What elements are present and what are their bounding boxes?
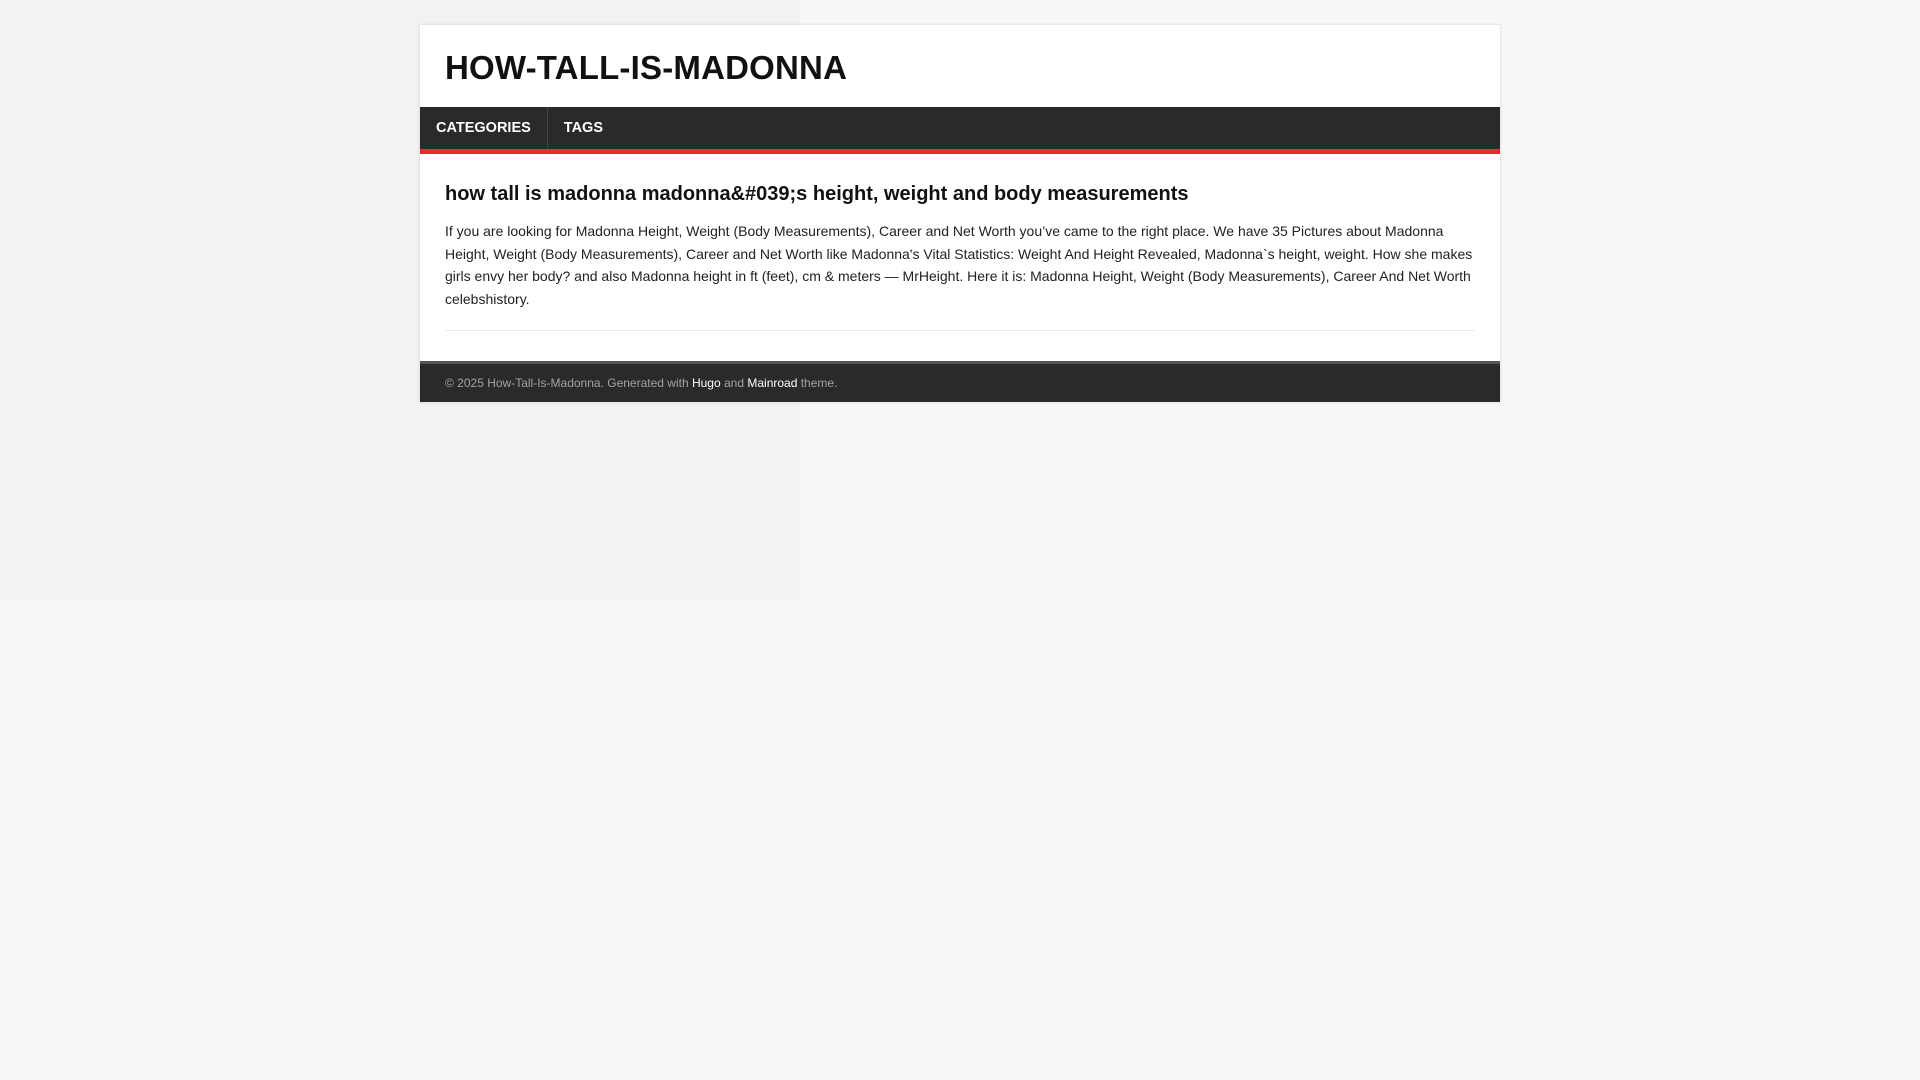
site-title-link[interactable]: HOW-TALL-IS-MADONNA — [445, 49, 848, 86]
footer-theme-text: theme. — [797, 376, 838, 390]
post-summary: If you are looking for Madonna Height, Weight (Body Measurements), Career and Net Worth you’ve came to the right place. We have 35 Pictures about Madonna Height, Weight (Body Measurements), Career and Net Worth like Madonna's Vital Statistics: Weight And Height Revealed, Madonna`s height, weight. How she makes girls envy her body? and also Madonna height in ft (feet), cm & meters — MrHeight. Here it is: Madonna Height, Weight (Body Measurements), Career And Net Worth celebshistory. — [445, 220, 1475, 331]
menu-item-tags[interactable]: TAGS — [563, 120, 603, 136]
footer-copyright: © 2025 How-Tall-Is-Madonna. Generated with — [445, 376, 692, 390]
post-entry — [445, 180, 1475, 331]
main-menu — [420, 107, 1500, 154]
main-content — [420, 154, 1500, 361]
footer-and-text: and — [720, 376, 748, 390]
post-title-link[interactable]: how tall is madonna ⁠madonna⁠&#039;s height, weight and body measurements — [445, 183, 1189, 205]
footer-hugo-link[interactable]: Hugo — [691, 376, 721, 390]
page-container — [420, 25, 1500, 402]
site-footer — [420, 361, 1500, 402]
footer-mainroad-link[interactable]: Mainroad — [747, 376, 798, 390]
menu-item-categories[interactable]: CATEGORIES — [420, 107, 548, 149]
site-header — [420, 25, 1500, 107]
